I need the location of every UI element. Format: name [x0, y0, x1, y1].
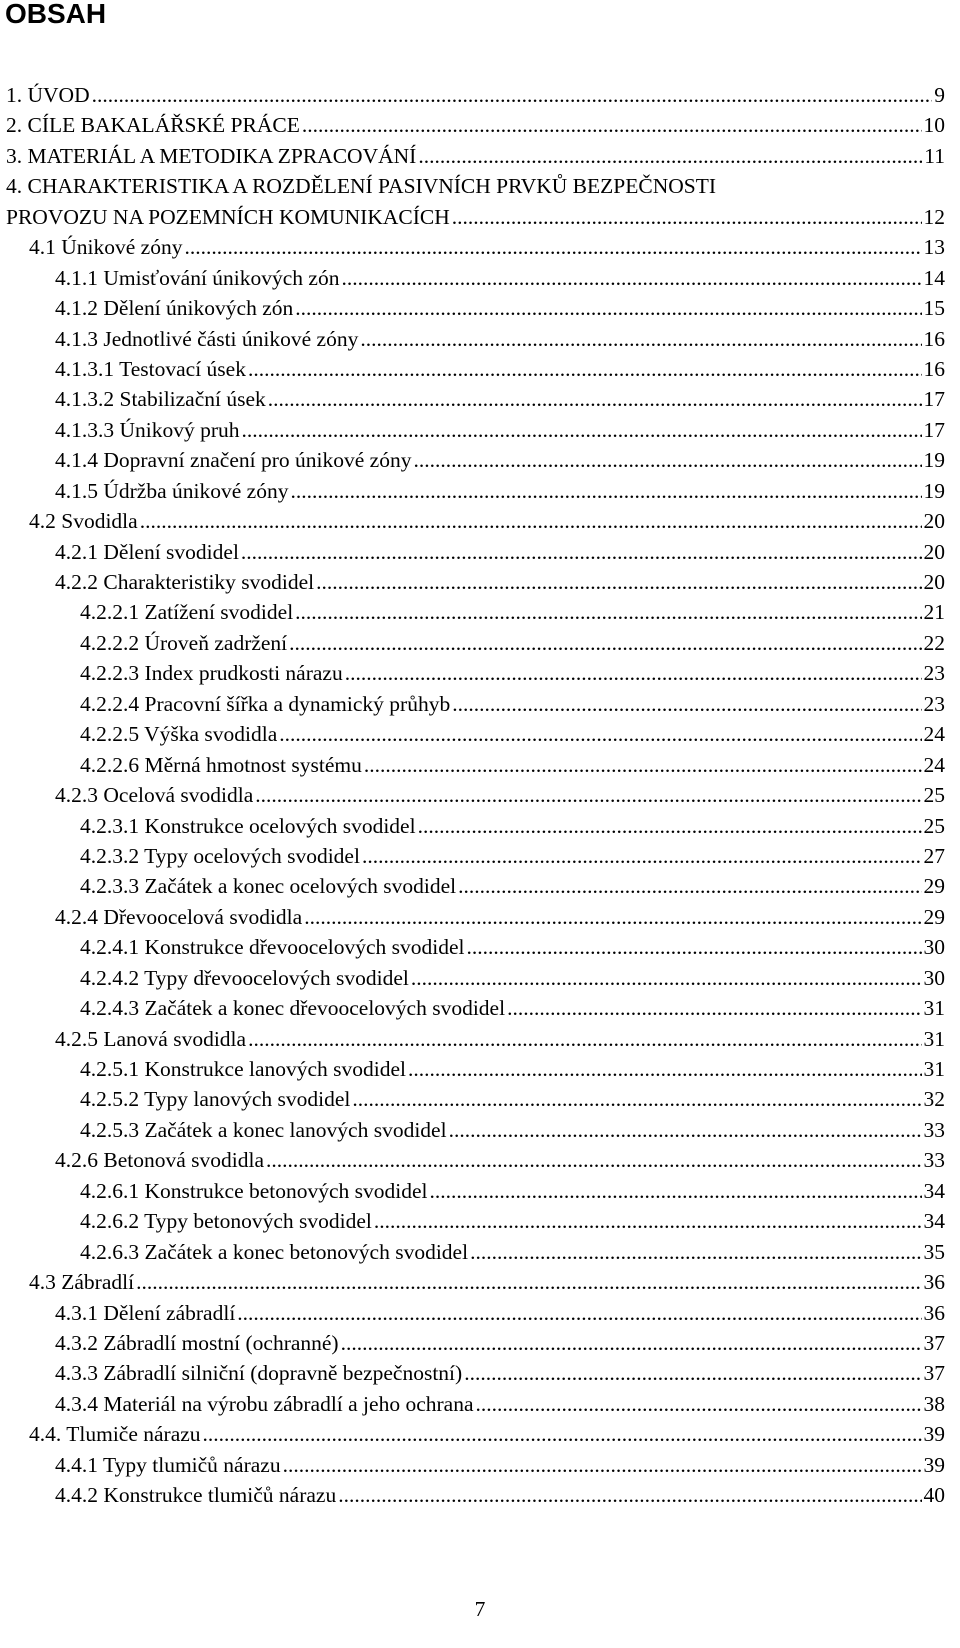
toc-entry[interactable]: [0, 1358, 960, 1388]
toc-entry-label: 4.2.2.3 Index prudkosti nárazu: [80, 661, 343, 686]
toc-entry[interactable]: [0, 1084, 960, 1114]
toc-entry-page: 16: [923, 356, 945, 381]
toc-entry[interactable]: [0, 171, 960, 232]
toc-dot-leader: [341, 263, 921, 293]
toc-entry-page: 14: [923, 265, 945, 290]
toc-dot-leader: [241, 537, 922, 567]
toc-entry-page: 38: [923, 1391, 945, 1416]
toc-entry-label: 4.2.4 Dřevoocelová svodidla: [55, 904, 303, 929]
toc-entry-page: 31: [923, 1057, 945, 1082]
toc-entry-page: 17: [923, 387, 945, 412]
toc-entry-label: 3. MATERIÁL A METODIKA ZPRACOVÁNÍ: [6, 143, 417, 168]
toc-entry-label: 4.1.3.3 Únikový pruh: [55, 417, 240, 442]
toc-dot-leader: [203, 1419, 922, 1449]
toc-entry-label: 4.2.1 Dělení svodidel: [55, 539, 239, 564]
toc-dot-leader: [290, 476, 921, 506]
toc-entry[interactable]: [0, 597, 960, 627]
toc-entry[interactable]: [0, 689, 960, 719]
toc-entry-page: 34: [923, 1178, 945, 1203]
toc-dot-leader: [360, 324, 921, 354]
toc-entry-page: 40: [923, 1483, 945, 1508]
toc-entry[interactable]: [0, 506, 960, 536]
toc-entry-label: 4.1.1 Umisťování únikových zón: [55, 265, 340, 290]
toc-entry[interactable]: [0, 1176, 960, 1206]
toc-dot-leader: [418, 811, 922, 841]
toc-dot-leader: [413, 445, 921, 475]
toc-entry-page: 39: [923, 1422, 945, 1447]
toc-dot-leader: [242, 415, 922, 445]
toc-entry-label: 4.1.5 Údržba únikové zóny: [55, 478, 289, 503]
toc-entry[interactable]: [0, 1389, 960, 1419]
toc-entry[interactable]: [0, 232, 960, 262]
toc-entry-page: 25: [923, 813, 945, 838]
toc-entry-label: 4.4. Tlumiče nárazu: [29, 1422, 201, 1447]
toc-entry-page: 11: [924, 143, 945, 168]
toc-entry[interactable]: [0, 902, 960, 932]
toc-dot-leader: [266, 1145, 921, 1175]
toc-entry[interactable]: [0, 263, 960, 293]
toc-entry-page: 36: [923, 1270, 945, 1295]
toc-entry[interactable]: [0, 1115, 960, 1145]
toc-entry-page: 37: [923, 1330, 945, 1355]
toc-entry-label: 4.1.2 Dělení únikových zón: [55, 296, 294, 321]
toc-entry-page: 23: [923, 661, 945, 686]
toc-dot-leader: [464, 1358, 921, 1388]
toc-entry[interactable]: [0, 963, 960, 993]
toc-entry-page: 34: [923, 1209, 945, 1234]
toc-entry-label: 4.3.3 Zábradlí silniční (dopravně bezpečnostní): [55, 1361, 463, 1386]
table-of-contents: [0, 80, 960, 1511]
toc-entry-label: 4.1.3.1 Testovací úsek: [55, 356, 246, 381]
toc-dot-leader: [289, 628, 921, 658]
toc-dot-leader: [374, 1206, 922, 1236]
toc-entry-label: 4.2.2.4 Pracovní šířka a dynamický průhyb: [80, 691, 451, 716]
toc-entry-label: 4.2.4.2 Typy dřevoocelových svodidel: [80, 965, 409, 990]
toc-entry[interactable]: [0, 476, 960, 506]
toc-dot-leader: [279, 719, 921, 749]
toc-entry-page: 20: [923, 539, 945, 564]
toc-entry-label: 4.2.4.1 Konstrukce dřevoocelových svodidel: [80, 935, 465, 960]
toc-entry[interactable]: [0, 841, 960, 871]
toc-entry-label: 4.2.4.3 Začátek a konec dřevoocelových svodidel: [80, 996, 506, 1021]
toc-entry-page: 13: [923, 235, 945, 260]
toc-entry-page: 32: [923, 1087, 945, 1112]
toc-entry-page: 21: [923, 600, 945, 625]
toc-dot-leader: [475, 1389, 921, 1419]
toc-dot-leader: [338, 1480, 921, 1510]
toc-entry-label: 4.2.2.5 Výška svodidla: [80, 722, 278, 747]
toc-dot-leader: [248, 1024, 921, 1054]
toc-dot-leader: [362, 841, 922, 871]
toc-entry-page: 16: [923, 326, 945, 351]
toc-entry[interactable]: [0, 993, 960, 1023]
toc-entry-page: 20: [923, 570, 945, 595]
toc-entry[interactable]: [0, 80, 960, 110]
toc-dot-leader: [304, 902, 921, 932]
toc-entry-label: 4.2.3 Ocelová svodidla: [55, 783, 254, 808]
toc-entry-page: 24: [923, 722, 945, 747]
toc-entry[interactable]: [0, 1450, 960, 1480]
toc-entry-page: 29: [923, 874, 945, 899]
toc-dot-leader: [411, 963, 922, 993]
toc-entry[interactable]: [0, 719, 960, 749]
toc-entry[interactable]: [0, 1145, 960, 1175]
toc-entry[interactable]: [0, 1206, 960, 1236]
toc-entry[interactable]: [0, 932, 960, 962]
toc-entry-page: 31: [923, 996, 945, 1021]
toc-entry-page: 30: [923, 965, 945, 990]
toc-entry-label: 4.3 Zábradlí: [29, 1270, 135, 1295]
toc-entry-label: 4.2.6.2 Typy betonových svodidel: [80, 1209, 372, 1234]
toc-entry-label: PROVOZU NA POZEMNÍCH KOMUNIKACÍCH: [6, 204, 450, 229]
toc-entry-page: 37: [923, 1361, 945, 1386]
toc-dot-leader: [449, 1115, 922, 1145]
toc-entry-label: 4.1 Únikové zóny: [29, 235, 183, 260]
toc-entry-page: 19: [923, 448, 945, 473]
toc-dot-leader: [295, 293, 921, 323]
toc-entry-page: 25: [923, 783, 945, 808]
toc-entry-label: 1. ÚVOD: [6, 83, 90, 107]
toc-entry[interactable]: [0, 1237, 960, 1267]
toc-dot-leader: [248, 354, 922, 384]
toc-entry-page: 23: [923, 691, 945, 716]
toc-entry-page: 39: [923, 1452, 945, 1477]
toc-entry-page: 17: [923, 417, 945, 442]
toc-entry[interactable]: [0, 1480, 960, 1510]
toc-dot-leader: [352, 1084, 921, 1114]
toc-entry-label: 4.2 Svodidla: [29, 509, 138, 534]
toc-entry-label: 4.2.5 Lanová svodidla: [55, 1026, 247, 1051]
toc-entry-page: 24: [923, 752, 945, 777]
toc-entry[interactable]: [0, 628, 960, 658]
toc-dot-leader: [430, 1176, 922, 1206]
page-number: 7: [474, 1597, 486, 1621]
toc-entry[interactable]: [0, 384, 960, 414]
toc-dot-leader: [184, 232, 921, 262]
toc-entry[interactable]: [0, 1419, 960, 1449]
toc-entry[interactable]: [0, 110, 960, 140]
toc-entry[interactable]: [0, 537, 960, 567]
toc-dot-leader: [283, 1450, 922, 1480]
toc-entry[interactable]: [0, 141, 960, 171]
toc-entry-label: 4.1.3.2 Stabilizační úsek: [55, 387, 266, 412]
toc-entry[interactable]: [0, 871, 960, 901]
toc-dot-leader: [458, 871, 921, 901]
toc-entry[interactable]: [0, 811, 960, 841]
toc-entry-label: 4.3.2 Zábradlí mostní (ochranné): [55, 1330, 339, 1355]
toc-entry-page: 31: [923, 1026, 945, 1051]
toc-entry[interactable]: [0, 354, 960, 384]
toc-entry[interactable]: [0, 445, 960, 475]
toc-entry-label: 4.2.3.3 Začátek a konec ocelových svodidel: [80, 874, 457, 899]
toc-entry-page: 29: [923, 904, 945, 929]
toc-entry[interactable]: [0, 750, 960, 780]
page-title: OBSAH: [5, 0, 107, 29]
toc-entry-label: 4.2.5.3 Začátek a konec lanových svodidel: [80, 1117, 447, 1142]
toc-dot-leader: [408, 1054, 921, 1084]
toc-entry-label: 4.2.5.1 Konstrukce lanových svodidel: [80, 1057, 407, 1082]
toc-entry-page: 33: [923, 1148, 945, 1173]
toc-entry-page: 35: [923, 1239, 945, 1264]
toc-entry-label: 4.2.2.6 Měrná hmotnost systému: [80, 752, 362, 777]
toc-entry-label: 4.2.2.1 Zatížení svodidel: [80, 600, 294, 625]
toc-dot-leader: [255, 780, 921, 810]
toc-entry-label: 4.2.6.3 Začátek a konec betonových svodidel: [80, 1239, 469, 1264]
toc-dot-leader: [452, 202, 922, 232]
toc-dot-leader: [507, 993, 921, 1023]
toc-entry-page: 19: [923, 478, 945, 503]
toc-entry[interactable]: [0, 567, 960, 597]
toc-entry[interactable]: [0, 1024, 960, 1054]
toc-dot-leader: [316, 567, 921, 597]
toc-dot-leader: [140, 506, 922, 536]
toc-dot-leader: [268, 384, 922, 414]
toc-dot-leader: [364, 750, 922, 780]
toc-entry-label: 4.2.6.1 Konstrukce betonových svodidel: [80, 1178, 428, 1203]
toc-dot-leader: [418, 141, 922, 171]
toc-entry[interactable]: [0, 1298, 960, 1328]
toc-entry-page: 30: [923, 935, 945, 960]
toc-dot-leader: [467, 932, 922, 962]
toc-entry-page: 15: [923, 296, 945, 321]
toc-entry-label: 4.1.4 Dopravní značení pro únikové zóny: [55, 448, 412, 473]
toc-entry-page: 27: [923, 843, 945, 868]
toc-entry-label: 4.3.4 Materiál na výrobu zábradlí a jeho ochrana: [55, 1391, 474, 1416]
toc-dot-leader: [341, 1328, 922, 1358]
toc-entry[interactable]: [0, 1267, 960, 1297]
toc-entry[interactable]: [0, 658, 960, 688]
toc-entry-label-line1: 4. CHARAKTERISTIKA A ROZDĚLENÍ PASIVNÍCH PRVKŮ BEZPEČNOSTI: [6, 174, 717, 199]
toc-entry-label: 2. CÍLE BAKALÁŘSKÉ PRÁCE: [6, 113, 300, 138]
toc-dot-leader: [136, 1267, 921, 1297]
toc-dot-leader: [295, 597, 921, 627]
toc-dot-leader: [452, 689, 921, 719]
toc-entry-page: 12: [923, 204, 945, 229]
toc-entry-label: 4.2.2 Charakteristiky svodidel: [55, 570, 315, 595]
toc-dot-leader: [345, 658, 922, 688]
toc-entry[interactable]: [0, 324, 960, 354]
toc-entry-page: 9: [934, 83, 945, 107]
toc-entry[interactable]: [0, 415, 960, 445]
toc-entry-page: 20: [923, 509, 945, 534]
toc-entry-label: 4.2.3.2 Typy ocelových svodidel: [80, 843, 360, 868]
toc-dot-leader: [92, 80, 933, 110]
toc-entry-page: 33: [923, 1117, 945, 1142]
toc-entry-label: 4.2.3.1 Konstrukce ocelových svodidel: [80, 813, 416, 838]
toc-dot-leader: [237, 1298, 921, 1328]
toc-entry-label: 4.1.3 Jednotlivé části únikové zóny: [55, 326, 359, 351]
toc-entry-label: 4.2.5.2 Typy lanových svodidel: [80, 1087, 351, 1112]
toc-entry-label: 4.2.2.2 Úroveň zadržení: [80, 630, 288, 655]
toc-dot-leader: [470, 1237, 921, 1267]
toc-entry-page: 22: [923, 630, 945, 655]
toc-entry[interactable]: [0, 780, 960, 810]
toc-dot-leader: [302, 110, 922, 140]
toc-entry-label: 4.2.6 Betonová svodidla: [55, 1148, 265, 1173]
toc-entry-page: 10: [923, 113, 945, 138]
toc-entry-label: 4.3.1 Dělení zábradlí: [55, 1300, 236, 1325]
toc-entry[interactable]: [0, 1328, 960, 1358]
toc-entry-page: 36: [923, 1300, 945, 1325]
toc-entry[interactable]: [0, 293, 960, 323]
toc-entry-label: 4.4.2 Konstrukce tlumičů nárazu: [55, 1483, 337, 1508]
toc-entry-label: 4.4.1 Typy tlumičů nárazu: [55, 1452, 281, 1477]
toc-entry[interactable]: [0, 1054, 960, 1084]
